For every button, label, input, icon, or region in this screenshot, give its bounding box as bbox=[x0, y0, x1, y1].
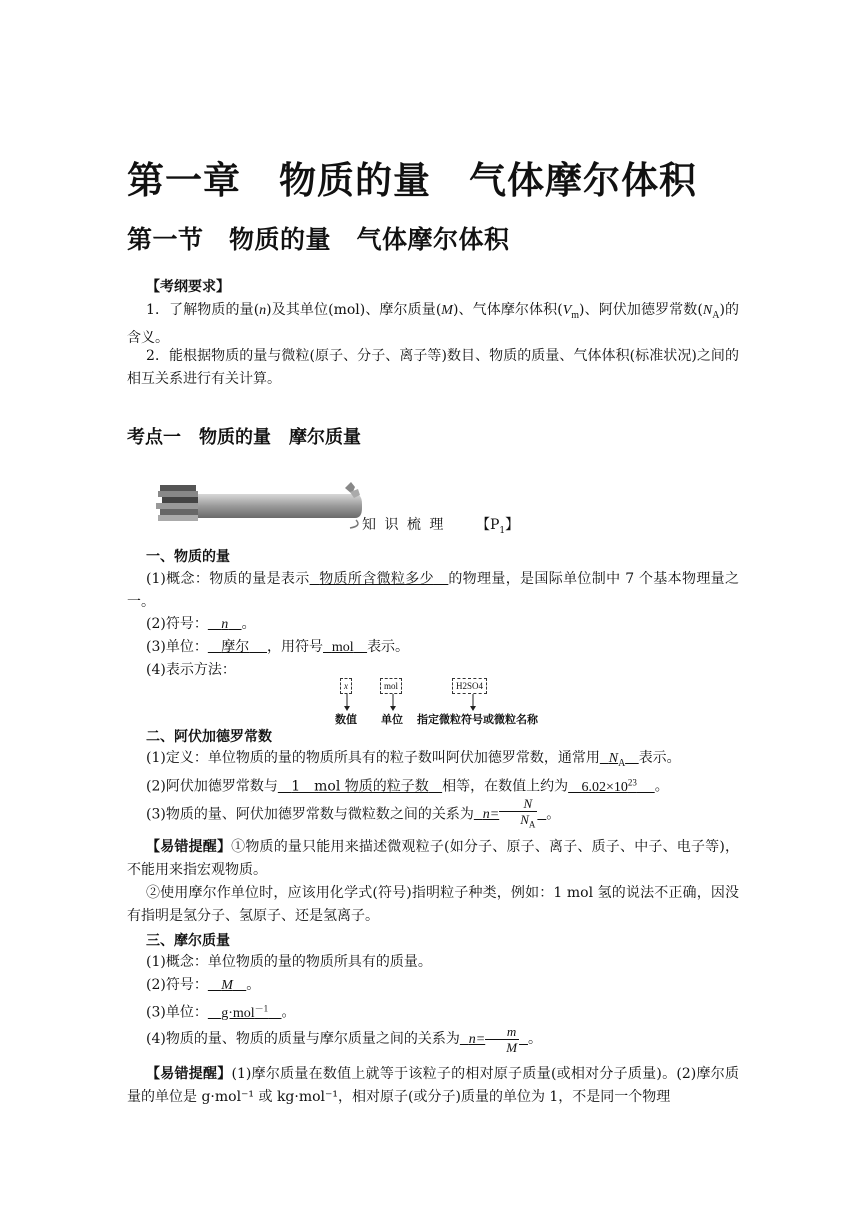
label-particle: 指定微粒符号或微粒名称 bbox=[417, 713, 538, 726]
sec2-formula: (3)物质的量、阿伏加德罗常数与微粒数之间的关系为 n= $\frac{N}{N_A}$ 。 bbox=[127, 796, 739, 833]
sec3-concept: (1)概念：单位物质的量的物质所具有的质量。 bbox=[146, 954, 432, 970]
requirement-item-1: 1．了解物质的量(n)及其单位(mol)、摩尔质量(M)、气体摩尔体积$(V_m)$、阿伏加德罗常数$(N_A)$的含义。 bbox=[127, 302, 739, 346]
book-stack-icon bbox=[150, 478, 530, 538]
sec1-title: 一、物质的量 bbox=[146, 549, 230, 565]
section-title: 第一节 物质的量 气体摩尔体积 bbox=[127, 225, 510, 254]
sec1-concept: (1)概念：物质的量是表示 物质所含微粒多少 的物理量，是国际单位制中 7 个基本物理量之一。 bbox=[127, 571, 740, 610]
sec3-formula: (4)物质的量、物质的质量与摩尔质量之间的关系为 n= $\frac{m}{M}$ 。 bbox=[146, 1023, 542, 1055]
sec3-symbol: (2)符号： M 。 bbox=[146, 977, 261, 993]
box-particle: H2SO4 bbox=[452, 678, 487, 694]
page-ref: 【$P_1$】 bbox=[476, 517, 520, 536]
banner-label: 知 识 梳 理 bbox=[362, 517, 446, 533]
fraction-n-over-na: $\frac{N}{N_A}$ bbox=[499, 796, 537, 833]
knowledge-banner bbox=[150, 478, 530, 538]
warning-1-part-2: ②使用摩尔作单位时，应该用化学式(符号)指明粒子种类，例如：1 mol 氢的说法不正确，因没有指明是氢分子、氢原子、还是氢离子。 bbox=[127, 885, 739, 924]
fraction-m-over-M: $\frac{m}{M}$ bbox=[485, 1024, 519, 1055]
box-unit: mol bbox=[380, 678, 402, 694]
sec2-relation: (2)阿伏加德罗常数与 1 mol 物质的粒子数 相等，在数值上约为 $6.02\times 10^{23}$ 。 bbox=[146, 777, 669, 795]
sec1-unit: (3)单位： 摩尔 ，用符号 mol 表示。 bbox=[146, 639, 410, 655]
sec1-symbol: (2)符号： n 。 bbox=[146, 616, 256, 632]
label-unit: 单位 bbox=[381, 713, 403, 726]
warning-1: 【易错提醒】①物质的量只能用来描述微观粒子(如分子、原子、离子、质子、中子、电子等)，不能用来指宏观物质。 bbox=[127, 839, 740, 878]
label-value: 数值 bbox=[335, 713, 357, 726]
warning-2: 【易错提醒】(1)摩尔质量在数值上就等于该粒子的相对原子质量(或相对分子质量)。(2)摩尔质量的单位是 g·mol⁻¹ 或 kg·mol⁻¹，相对原子(或分子)质量的单位为 1，不是同一个物理 bbox=[127, 1066, 739, 1105]
sec3-unit: (3)单位： g·mol$^{-1}$ 。 bbox=[146, 1003, 296, 1021]
requirement-item-2: 2．能根据物质的量与微粒(原子、分子、离子等)数目、物质的质量、气体体积(标准状况)之间的相互关系进行有关计算。 bbox=[127, 348, 739, 387]
sec1-representation: (4)表示方法： bbox=[146, 662, 236, 678]
chapter-title: 第一章 物质的量 气体摩尔体积 bbox=[127, 159, 697, 202]
sec3-title: 三、摩尔质量 bbox=[146, 933, 230, 949]
box-value: x bbox=[340, 678, 352, 694]
representation-diagram bbox=[330, 678, 570, 726]
sec2-definition: (1)定义：单位物质的量的物质所具有的粒子数叫阿伏加德罗常数，通常用 $N_A$ 表示。 bbox=[146, 750, 681, 769]
sec2-title: 二、阿伏加德罗常数 bbox=[146, 729, 272, 745]
kaodian-title: 考点一 物质的量 摩尔质量 bbox=[127, 427, 361, 448]
requirements-label: 【考纲要求】 bbox=[146, 279, 230, 295]
